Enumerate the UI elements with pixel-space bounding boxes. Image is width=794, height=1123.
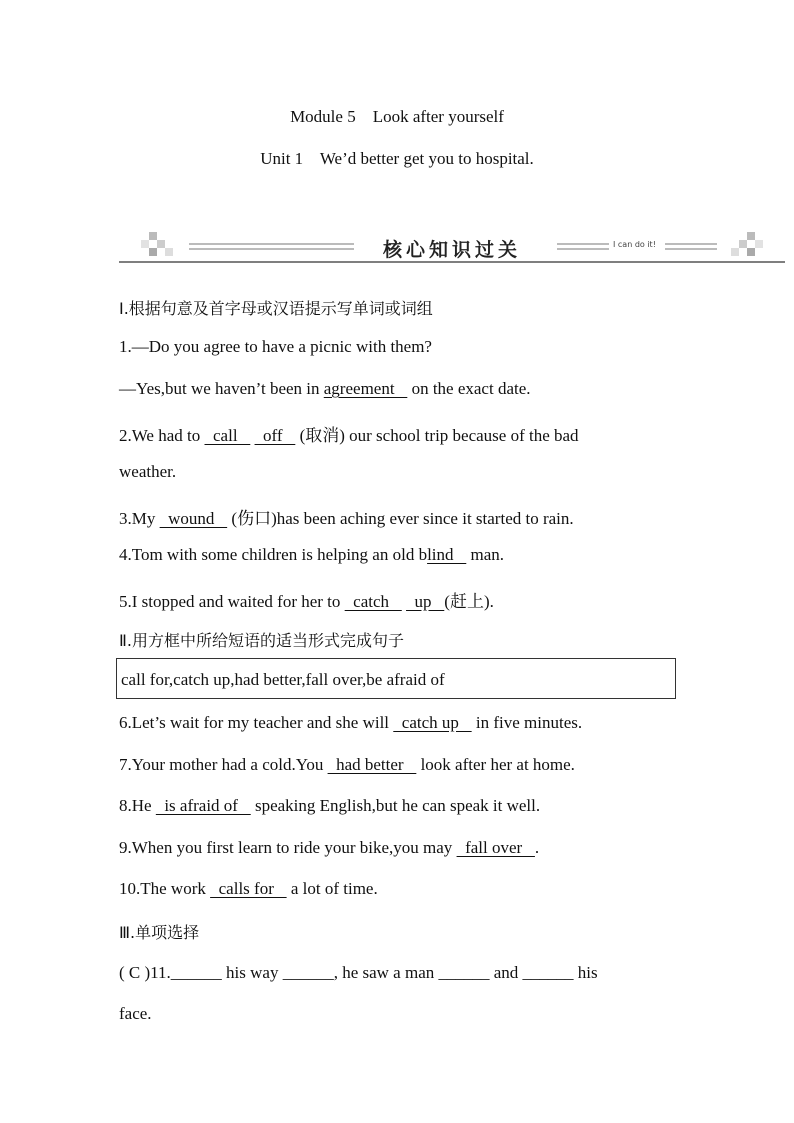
section-3-heading: Ⅲ.单项选择: [119, 923, 200, 942]
q4-prefix: 4.Tom with some children is helping an old b: [119, 545, 428, 564]
q8-prefix: 8.He: [119, 796, 156, 815]
banner-title: 核心知识过关: [382, 239, 521, 261]
module-title: Module 5 Look after yourself: [290, 107, 504, 126]
q6-suffix: in five minutes.: [471, 713, 583, 732]
question-3: [119, 504, 574, 529]
question-10: [119, 879, 378, 899]
q10-prefix: 10.The work: [119, 879, 211, 898]
q9-suffix: .: [534, 838, 540, 857]
question-8: [119, 796, 540, 816]
phrase-box: [116, 658, 676, 699]
question-5: [119, 587, 494, 612]
question-6: [119, 713, 582, 733]
question-9: [119, 838, 539, 858]
q6-prefix: 6.Let’s wait for my teacher and she will: [119, 713, 394, 732]
q10-answer-blank: calls for: [210, 879, 287, 898]
q3-suffix: (伤口)has been aching ever since it started to rain.: [227, 509, 574, 528]
q4-suffix: man.: [466, 545, 505, 564]
question-2-line-2: weather.: [119, 462, 177, 481]
q7-prefix: 7.Your mother had a cold.You: [119, 755, 328, 774]
q4-answer-blank: lind: [427, 545, 467, 564]
q10-suffix: a lot of time.: [286, 879, 378, 898]
q6-answer-blank: catch up: [393, 713, 472, 732]
q2-answer-blank-2: off: [254, 426, 296, 445]
q5-suffix: (赶上).: [444, 592, 494, 611]
q1-prefix: —Yes,but we haven’t been in: [119, 379, 324, 398]
q1-suffix: on the exact date.: [407, 379, 531, 398]
q5-answer-blank-1: catch: [344, 592, 402, 611]
q9-prefix: 9.When you first learn to ride your bike,you may: [119, 838, 457, 857]
q7-answer-blank: had better: [327, 755, 417, 774]
question-7: [119, 755, 575, 775]
phrase-box-text: call for,catch up,had better,fall over,be afraid of: [121, 670, 445, 689]
q2-prefix: 2.We had to: [119, 426, 205, 445]
question-4: [119, 545, 504, 565]
unit-title: Unit 1 We’d better get you to hospital.: [260, 149, 534, 168]
question-2-line-1: [119, 421, 579, 446]
q2-answer-blank-1: call: [204, 426, 251, 445]
section-2-heading: Ⅱ.用方框中所给短语的适当形式完成句子: [119, 631, 404, 650]
q1-answer-blank: agreement: [323, 379, 408, 398]
section-1-heading: Ⅰ.根据句意及首字母或汉语提示写单词或词组: [119, 299, 433, 318]
q7-suffix: look after her at home.: [416, 755, 575, 774]
q2-suffix: (取消) our school trip because of the bad: [295, 426, 579, 445]
question-1-line-1: 1.—Do you agree to have a picnic with them?: [119, 337, 432, 356]
question-11-line-2: face.: [119, 1004, 152, 1023]
question-1-line-2: [119, 379, 531, 399]
banner-tag: I can do it!: [613, 240, 656, 249]
q3-prefix: 3.My: [119, 509, 160, 528]
q8-answer-blank: is afraid of: [155, 796, 251, 815]
q5-answer-blank-2: up: [406, 592, 445, 611]
q8-suffix: speaking English,but he can speak it well.: [250, 796, 541, 815]
q9-answer-blank: fall over: [456, 838, 535, 857]
question-11-line-1: ( C )11.______ his way ______, he saw a man ______ and ______ his: [119, 963, 598, 982]
q5-prefix: 5.I stopped and waited for her to: [119, 592, 345, 611]
q3-answer-blank: wound: [159, 509, 228, 528]
section-banner: [119, 228, 785, 264]
